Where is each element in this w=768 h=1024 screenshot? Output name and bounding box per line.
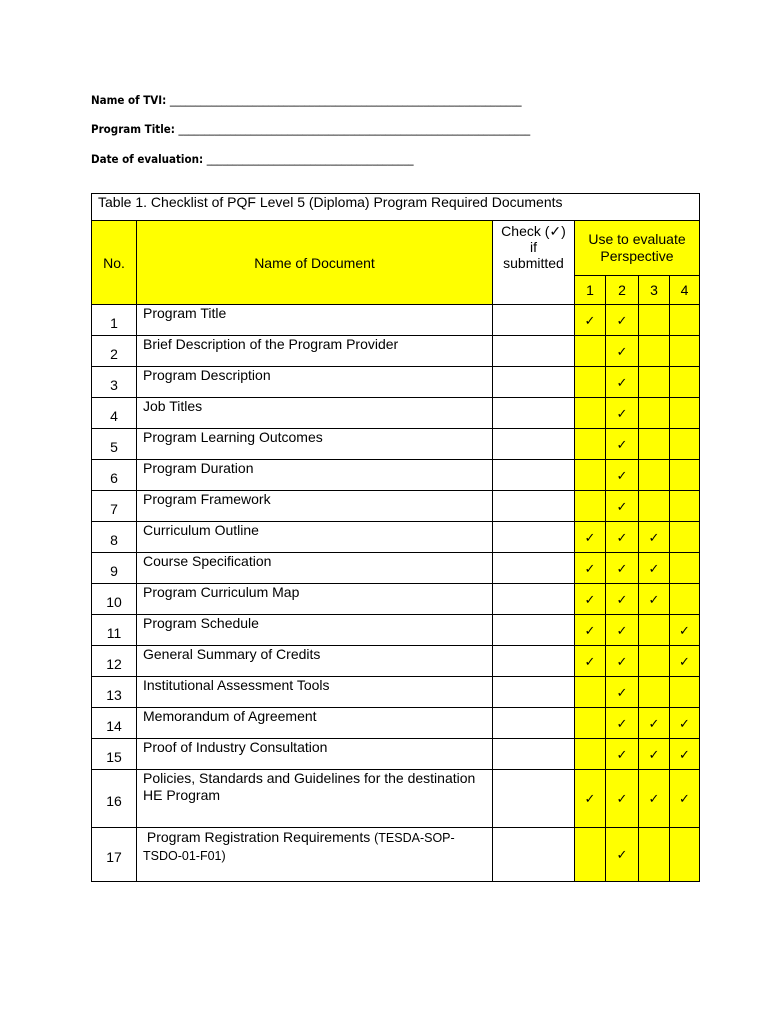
document-name (137, 522, 493, 553)
table-row (92, 828, 700, 882)
perspective-4-cell (670, 491, 700, 522)
submitted-check-cell[interactable] (493, 584, 575, 615)
checkmark-icon: ✓ (679, 716, 690, 732)
checkmark-icon: ✓ (616, 561, 628, 577)
document-name-text: Memorandum of Agreement (143, 708, 317, 724)
row-number: 14 (92, 708, 137, 739)
document-name (137, 336, 493, 367)
document-name-text: Program Curriculum Map (143, 584, 300, 600)
header-perspective-1: 1 (575, 276, 606, 305)
field-blank-line[interactable]: ________________________________________ (206, 152, 414, 166)
document-name (137, 615, 493, 646)
perspective-4-cell (670, 708, 700, 739)
checkmark-icon: ✓ (584, 561, 596, 577)
checkmark-icon: ✓ (648, 716, 660, 732)
checkmark-icon: ✓ (584, 592, 596, 608)
field-label: Program Title: (91, 122, 175, 136)
submitted-check-cell[interactable] (493, 305, 575, 336)
perspective-2-cell (606, 429, 639, 460)
document-name-text: Institutional Assessment Tools (143, 677, 330, 693)
document-name (137, 770, 493, 828)
checkmark-icon: ✓ (616, 747, 628, 763)
header-no: No. (92, 221, 137, 305)
perspective-4-cell (670, 522, 700, 553)
perspective-4-cell (670, 677, 700, 708)
perspective-3-cell (639, 646, 670, 677)
document-name (137, 305, 493, 336)
submitted-check-cell[interactable] (493, 553, 575, 584)
checkmark-icon: ✓ (679, 792, 690, 807)
perspective-4-cell (670, 429, 700, 460)
document-name-text: Program Schedule (143, 615, 259, 631)
submitted-check-cell[interactable] (493, 522, 575, 553)
perspective-1-cell (575, 367, 606, 398)
perspective-4-cell (670, 553, 700, 584)
perspective-3-cell (639, 739, 670, 770)
checkmark-icon: ✓ (679, 623, 690, 639)
checkmark-icon: ✓ (616, 468, 628, 484)
document-name-text: Program Framework (143, 491, 271, 507)
perspective-4-cell (670, 336, 700, 367)
field-blank-line[interactable]: ____________________________________________________________________ (178, 122, 531, 136)
perspective-2-cell (606, 336, 639, 367)
table-row (92, 367, 700, 398)
perspective-1-cell (575, 828, 606, 882)
submitted-check-cell[interactable] (493, 615, 575, 646)
perspective-1-cell (575, 553, 606, 584)
submitted-check-cell[interactable] (493, 398, 575, 429)
checkmark-icon: ✓ (648, 561, 660, 577)
perspective-3-cell (639, 770, 670, 828)
perspective-1-cell (575, 708, 606, 739)
table-row (92, 677, 700, 708)
submitted-check-cell[interactable] (493, 336, 575, 367)
perspective-1-cell (575, 615, 606, 646)
field-name-of-tvi (91, 93, 522, 107)
document-name (137, 429, 493, 460)
submitted-check-cell[interactable] (493, 677, 575, 708)
submitted-check-cell[interactable] (493, 491, 575, 522)
document-name-text: General Summary of Credits (143, 646, 321, 662)
perspective-1-cell (575, 460, 606, 491)
perspective-4-cell (670, 305, 700, 336)
row-number: 16 (92, 770, 137, 828)
checkmark-icon: ✓ (648, 530, 660, 546)
document-name-text: Program Title (143, 305, 227, 321)
table-caption: Table 1. Checklist of PQF Level 5 (Diploma) Program Required Documents (92, 194, 700, 221)
table-row (92, 553, 700, 584)
perspective-3-cell (639, 615, 670, 646)
perspective-1-cell (575, 646, 606, 677)
row-number: 10 (92, 584, 137, 615)
document-name (137, 677, 493, 708)
row-number: 5 (92, 429, 137, 460)
row-number: 4 (92, 398, 137, 429)
field-date-of-evaluation (91, 152, 414, 166)
document-name-text: Program Description (143, 367, 271, 383)
perspective-3-cell (639, 522, 670, 553)
perspective-2-cell (606, 739, 639, 770)
document-name-text: Program Learning Outcomes (143, 429, 323, 445)
perspective-3-cell (639, 460, 670, 491)
perspective-4-cell (670, 367, 700, 398)
document-name (137, 584, 493, 615)
perspective-1-cell (575, 429, 606, 460)
perspective-1-cell (575, 305, 606, 336)
table-row (92, 522, 700, 553)
perspective-2-cell (606, 367, 639, 398)
perspective-1-cell (575, 677, 606, 708)
perspective-1-cell (575, 739, 606, 770)
checkmark-icon: ✓ (584, 530, 596, 546)
perspective-3-cell (639, 367, 670, 398)
perspective-3-cell (639, 491, 670, 522)
table-row (92, 584, 700, 615)
row-number: 6 (92, 460, 137, 491)
document-name (137, 828, 493, 882)
table-row (92, 708, 700, 739)
perspective-3-cell (639, 677, 670, 708)
perspective-1-cell (575, 522, 606, 553)
document-name-text: Policies, Standards and Guidelines for the destination HE Program (143, 770, 480, 803)
table-row (92, 739, 700, 770)
row-number: 1 (92, 305, 137, 336)
perspective-4-cell (670, 584, 700, 615)
perspective-2-cell (606, 646, 639, 677)
perspective-1-cell (575, 336, 606, 367)
document-name-text: Program Registration Requirements (143, 829, 371, 845)
submitted-check-cell[interactable] (493, 646, 575, 677)
checkmark-icon: ✓ (584, 792, 596, 807)
perspective-2-cell (606, 584, 639, 615)
document-name (137, 491, 493, 522)
submitted-check-cell[interactable] (493, 739, 575, 770)
perspective-4-cell (670, 615, 700, 646)
checkmark-icon: ✓ (616, 499, 628, 515)
perspective-3-cell (639, 336, 670, 367)
table-row (92, 615, 700, 646)
field-program-title (91, 122, 530, 136)
perspective-3-cell (639, 429, 670, 460)
document-name-suffix: (TESDA-SOP-TSDO-01-F01) (143, 831, 455, 863)
checkmark-icon: ✓ (616, 406, 628, 422)
table-row (92, 398, 700, 429)
perspective-4-cell (670, 739, 700, 770)
document-name (137, 460, 493, 491)
checkmark-icon: ✓ (648, 592, 660, 608)
checkmark-icon: ✓ (616, 437, 628, 453)
perspective-3-cell (639, 305, 670, 336)
checkmark-icon: ✓ (679, 654, 690, 670)
perspective-4-cell (670, 398, 700, 429)
perspective-2-cell (606, 305, 639, 336)
document-name-text: Curriculum Outline (143, 522, 259, 538)
header-perspective-2: 2 (606, 276, 639, 305)
document-name-text: Program Duration (143, 460, 254, 476)
table-row (92, 429, 700, 460)
perspective-2-cell (606, 522, 639, 553)
perspective-2-cell (606, 828, 639, 882)
row-number: 15 (92, 739, 137, 770)
submitted-check-cell[interactable] (493, 770, 575, 828)
document-name (137, 398, 493, 429)
header-perspective-3: 3 (639, 276, 670, 305)
checklist-table (91, 193, 700, 882)
checkmark-icon: ✓ (616, 654, 628, 670)
checkmark-icon: ✓ (648, 747, 660, 763)
checkmark-icon: ✓ (616, 623, 628, 639)
document-name (137, 739, 493, 770)
row-number: 17 (92, 828, 137, 882)
perspective-1-cell (575, 398, 606, 429)
perspective-1-cell (575, 770, 606, 828)
checkmark-icon: ✓ (616, 716, 628, 732)
perspective-4-cell (670, 646, 700, 677)
header-perspective: Use to evaluate Perspective (588, 231, 686, 264)
document-name-text: Job Titles (143, 398, 203, 414)
document-name-text: Brief Description of the Program Provider (143, 336, 399, 352)
submitted-check-cell[interactable] (493, 429, 575, 460)
checkmark-icon: ✓ (648, 792, 660, 807)
perspective-2-cell (606, 460, 639, 491)
perspective-2-cell (606, 398, 639, 429)
table-row (92, 336, 700, 367)
field-blank-line[interactable]: ____________________________________________________________________ (169, 93, 522, 107)
row-number: 7 (92, 491, 137, 522)
perspective-1-cell (575, 584, 606, 615)
table-row (92, 491, 700, 522)
perspective-2-cell (606, 708, 639, 739)
checkmark-icon: ✓ (584, 654, 596, 670)
table-row (92, 646, 700, 677)
document-name (137, 646, 493, 677)
perspective-3-cell (639, 828, 670, 882)
submitted-check-cell[interactable] (493, 367, 575, 398)
perspective-2-cell (606, 491, 639, 522)
row-number: 9 (92, 553, 137, 584)
row-number: 13 (92, 677, 137, 708)
perspective-1-cell (575, 491, 606, 522)
checkmark-icon: ✓ (616, 685, 628, 701)
row-number: 3 (92, 367, 137, 398)
submitted-check-cell[interactable] (493, 828, 575, 882)
perspective-3-cell (639, 553, 670, 584)
row-number: 2 (92, 336, 137, 367)
checkmark-icon: ✓ (616, 344, 628, 360)
document-name (137, 367, 493, 398)
table-row (92, 305, 700, 336)
checkmark-icon: ✓ (616, 313, 628, 329)
document-name-text: Proof of Industry Consultation (143, 739, 328, 755)
document-name-text: Course Specification (143, 553, 272, 569)
checkmark-icon: ✓ (679, 747, 690, 763)
checkmark-icon: ✓ (616, 792, 628, 807)
document-name (137, 708, 493, 739)
checkmark-icon: ✓ (616, 375, 628, 391)
perspective-2-cell (606, 553, 639, 584)
row-number: 8 (92, 522, 137, 553)
header-perspective-4: 4 (670, 276, 700, 305)
header-name-of-document: Name of Document (137, 221, 493, 305)
row-number: 12 (92, 646, 137, 677)
checkmark-icon: ✓ (616, 848, 628, 863)
perspective-2-cell (606, 770, 639, 828)
checkmark-icon: ✓ (616, 530, 628, 546)
perspective-4-cell (670, 460, 700, 491)
checkmark-icon: ✓ (584, 313, 596, 329)
perspective-3-cell (639, 398, 670, 429)
perspective-3-cell (639, 584, 670, 615)
field-label: Name of TVI: (91, 93, 167, 107)
field-label: Date of evaluation: (91, 152, 204, 166)
header-check-submitted: Check (✓) if submitted (501, 223, 566, 271)
checkmark-icon: ✓ (616, 592, 628, 608)
submitted-check-cell[interactable] (493, 708, 575, 739)
perspective-2-cell (606, 615, 639, 646)
checkmark-icon: ✓ (584, 623, 596, 639)
perspective-4-cell (670, 770, 700, 828)
document-name (137, 553, 493, 584)
perspective-3-cell (639, 708, 670, 739)
table-row (92, 460, 700, 491)
submitted-check-cell[interactable] (493, 460, 575, 491)
table-row (92, 770, 700, 828)
row-number: 11 (92, 615, 137, 646)
perspective-2-cell (606, 677, 639, 708)
perspective-4-cell (670, 828, 700, 882)
